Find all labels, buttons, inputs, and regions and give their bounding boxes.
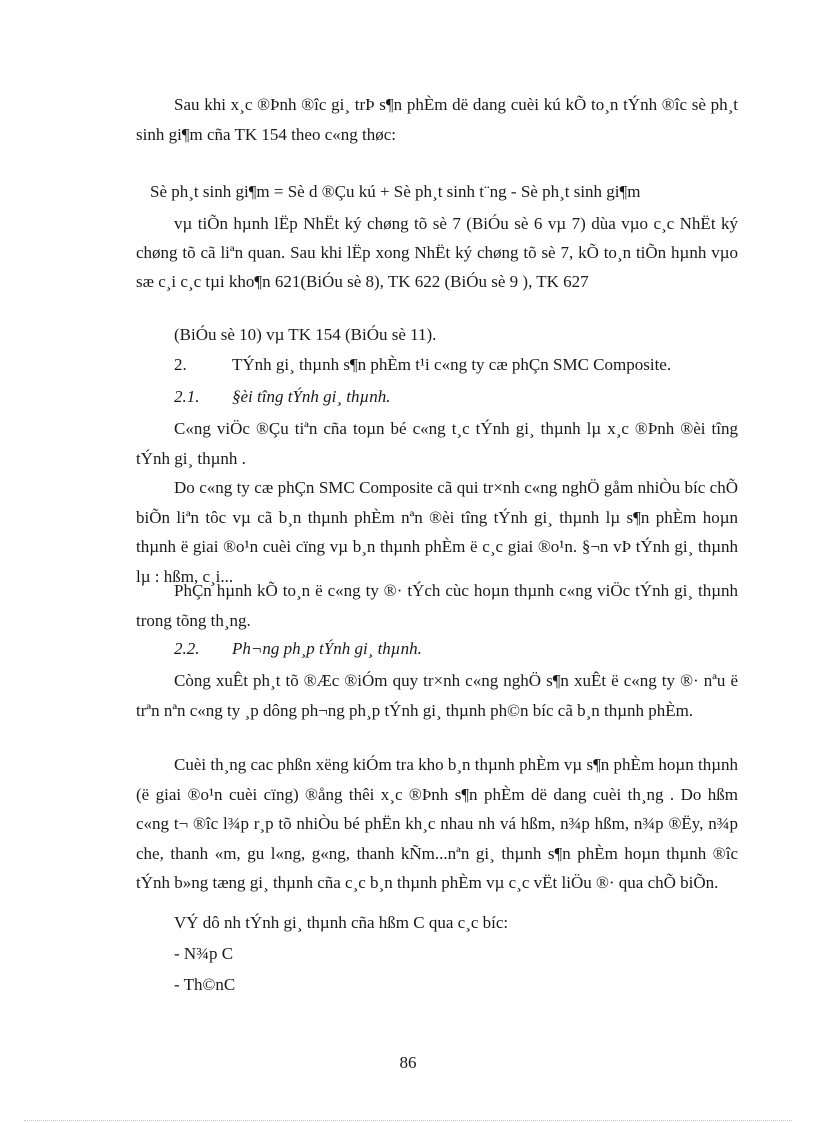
paragraph-example: VÝ dô nh tÝnh gi¸ thµnh cña hßm C qua c¸c bíc: (174, 913, 509, 932)
list-item: - Th©nC (174, 975, 236, 994)
page-number: 86 (399, 1053, 417, 1072)
section-title: TÝnh gi¸ thµnh s¶n phÈm t¹i c«ng ty cæ phÇn SMC Composite. (232, 355, 672, 374)
paragraph-method: Còng xuÊt ph¸t tõ ®Æc ®iÓm quy tr×nh c«ng nghÖ s¶n xuÊt ë c«ng ty ®· nªu ë trªn nªn c«ng ty ¸p dông ph¬ng ph¸p tÝnh gi¸ thµnh ph©n bíc cã b¸n thµnh phÈm. (136, 671, 738, 720)
section-title: §èi tîng tÝnh gi¸ thµnh. (232, 387, 391, 406)
section-heading-2-1 (174, 385, 391, 409)
section-heading-2-2 (174, 637, 422, 661)
paragraph-journal-cont: (BiÓu sè 10) vµ TK 154 (BiÓu sè 11). (174, 325, 437, 344)
paragraph-month-end: Cuèi th¸ng cac phßn xëng kiÓm tra kho b¸n thµnh phÈm vµ s¶n phÈm hoµn thµnh (ë giai ®o¹n cuèi cïng) ®ång thêi x¸c ®Þnh s¶n phÈm dë dang cuèi th¸ng . Do hßm c«ng t¬ ®îc l¾p r¸p tõ nhiÒu bé phËn kh¸c nhau nh vá hßm, n¾p hßm, n¾p ®Ëy, n¾p che, thanh «m, gu l«ng, g«ng, thanh kÑm...nªn gi¸ thµnh s¶n phÈm hoµn thµnh ®îc tÝnh b»ng tæng gi¸ thµnh cña c¸c b¸n thµnh phÈm vµ c¸c vËt liÖu ®· qua chÕ biÕn. (136, 755, 738, 892)
paragraph-object-2: Do c«ng ty cæ phÇn SMC Composite cã qui tr×nh c«ng nghÖ gåm nhiÒu bíc chÕ biÕn liªn tôc vµ cã b¸n thµnh phÈm nªn ®èi tîng tÝnh gi¸ thµnh lµ s¶n phÈm hoµn thµnh ë giai ®o¹n cuèi cïng vµ b¸n thµnh phÈm ë c¸c giai ®o¹n. §¬n vÞ tÝnh gi¸ thµnh lµ : hßm, c¸i... (136, 478, 738, 586)
section-number: 2.2. (174, 639, 200, 658)
section-number: 2.1. (174, 387, 200, 406)
section-title: Ph¬ng ph¸p tÝnh gi¸ thµnh. (232, 639, 422, 658)
paragraph-object-1: C«ng viÖc ®Çu tiªn cña toµn bé c«ng t¸c tÝnh gi¸ thµnh lµ x¸c ®Þnh ®èi tîng tÝnh gi¸ thµnh . (136, 419, 738, 468)
formula-line: Sè ph¸t sinh gi¶m = Sè d ®Çu kú + Sè ph¸t sinh t¨ng - Sè ph¸t sinh gi¶m (150, 182, 641, 201)
section-number: 2. (174, 355, 187, 374)
paragraph-intro: Sau khi x¸c ®Þnh ®îc gi¸ trÞ s¶n phÈm dë dang cuèi kú kÕ to¸n tÝnh ®îc sè ph¸t sinh gi¶m cña TK 154 theo c«ng thøc: (136, 95, 738, 144)
paragraph-journal: vµ tiÕn hµnh lËp NhËt ký chøng tõ sè 7 (BiÓu sè 6 vµ 7) dùa vµo c¸c NhËt ký chøng tõ cã liªn quan. Sau khi lËp xong NhËt ký chøng tõ sè 7, kÕ to¸n tiÕn hµnh vµo sæ c¸i c¸c tµi kho¶n 621(BiÓu sè 8), TK 622 (BiÓu sè 9 ), TK 627 (136, 214, 738, 291)
list-item: - N¾p C (174, 944, 234, 963)
section-heading-2 (174, 353, 671, 377)
paragraph-object-3: PhÇn hµnh kÕ to¸n ë c«ng ty ®· tÝch cùc hoµn thµnh c«ng viÖc tÝnh gi¸ thµnh trong tõng th¸ng. (136, 581, 738, 630)
footer-divider (24, 1120, 792, 1121)
